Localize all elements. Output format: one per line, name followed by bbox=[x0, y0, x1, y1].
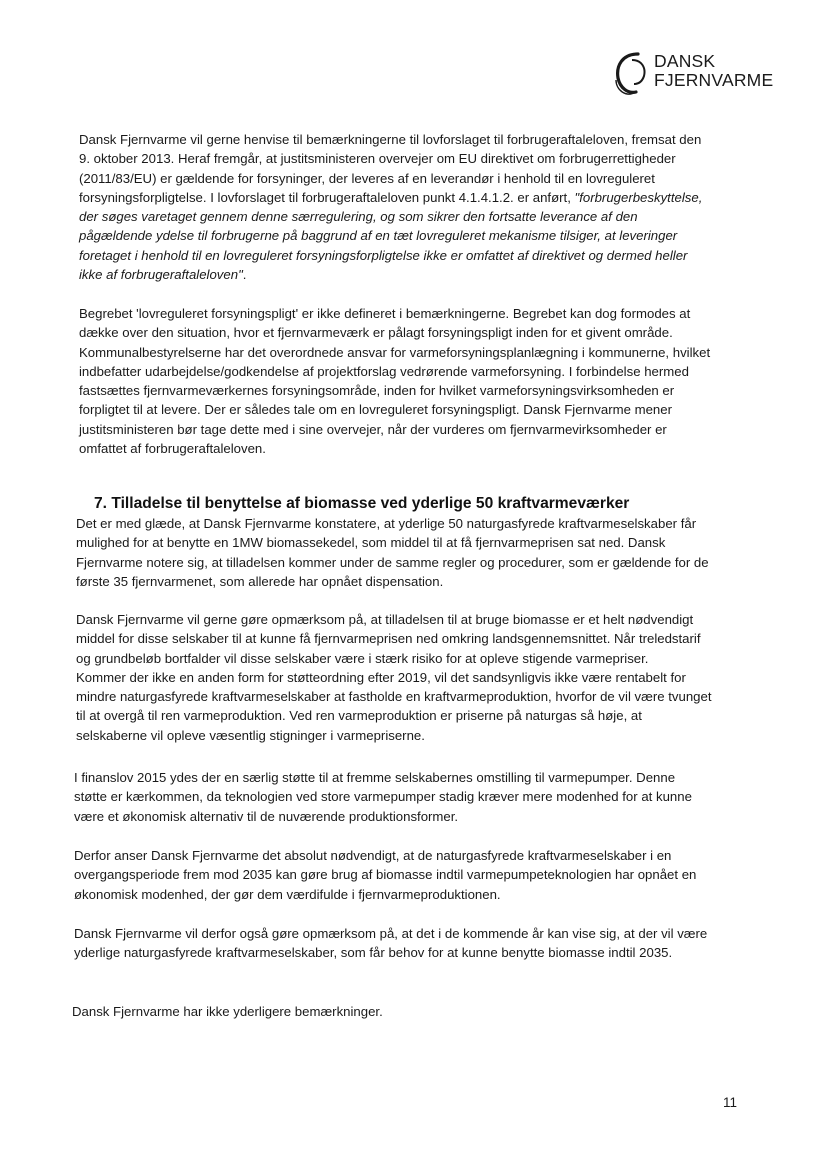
quote-line: foretaget i henhold til en lovreguleret forsyningsforpligtelse ikke er omfattet af direktivet og dermed heller bbox=[79, 247, 688, 263]
text-line: og grundbeløb bortfalder vil disse selskaber være i stærk risiko for at opleve stigende varmepriser. bbox=[76, 650, 649, 666]
quote-line: pågældende ydelse til forbrugerne på baggrund af en tæt lovreguleret mekanisme tilsiger, at leveringer bbox=[79, 228, 678, 244]
text-line: Dansk Fjernvarme vil gerne gøre opmærksom på, at tilladelsen til at bruge biomasse er et helt nødvendigt bbox=[76, 612, 694, 627]
text-line: selskaberne vil opleve væsentlig stigninger i varmepriserne. bbox=[76, 727, 425, 743]
page-number: 11 bbox=[723, 1095, 738, 1110]
paragraph-overgangsperiode bbox=[74, 846, 696, 904]
text-line: indbefatter udarbejdelse/godkendelse af projektforslag vedrørende varmeforsyning. I forbindelse hermed bbox=[79, 363, 689, 379]
paragraph-closing bbox=[72, 1002, 383, 1021]
logo-swirl-icon bbox=[612, 50, 652, 100]
section-heading: 7. Tilladelse til benyttelse af biomasse ved yderlige 50 kraftvarmeværker bbox=[94, 495, 630, 512]
text-line: yderlige naturgasfyrede kraftvarmeselskaber, som får behov for at kunne benytte biomasse indtil 2035. bbox=[74, 945, 673, 961]
text-line: 9. oktober 2013. Heraf fremgår, at justitsministeren overvejer om EU direktivet om forbrugerrettigheder bbox=[79, 151, 676, 167]
text-line: Derfor anser Dansk Fjernvarme det absolut nødvendigt, at de naturgasfyrede kraftvarmeselskaber i en bbox=[74, 848, 672, 863]
quote-line: ikke af forbrugeraftaleloven". bbox=[79, 267, 247, 283]
logo-line-fjernvarme: FJERNVARME bbox=[654, 70, 774, 90]
text-line: første 35 fjernvarmenet, som allerede har opnået dispensation. bbox=[76, 573, 444, 589]
text-line: Dansk Fjernvarme vil derfor også gøre opmærksom på, at det i de kommende år kan vise sig, at der vil være bbox=[74, 926, 708, 941]
text-line: dække over den situation, hvor et fjernvarmeværk er pålagt forsyningspligt inden for et givent område. bbox=[79, 325, 673, 341]
paragraph-kommende-aar bbox=[74, 924, 707, 963]
text-line: Kommunalbestyrelserne har det overordnede ansvar for varmeforsyningsplanlægning i kommunerne, hvilket bbox=[79, 344, 711, 360]
paragraph-finanslov bbox=[74, 768, 692, 826]
text-line: Begrebet 'lovreguleret forsyningspligt' er ikke defineret i bemærkningerne. Begrebet kan dog formodes at bbox=[79, 306, 691, 321]
text-line: til at overgå til ren varmeproduktion. Ved ren varmeproduktion er priserne på naturgas så høje, at bbox=[76, 708, 642, 724]
paragraph-forsyningspligt bbox=[79, 304, 710, 458]
text-line: middel for disse selskaber til at kunne få fjernvarmeprisen ned omkring landsgennemsnittet. Når treledstarif bbox=[76, 631, 701, 647]
text-line: økonomisk modenhed, der gør dem værdifulde i fjernvarmeproduktionen. bbox=[74, 886, 501, 902]
text-line: mulighed for at benytte en 1MW biomassekedel, som middel til at få fjernvarmeprisen sat ned. Dansk bbox=[76, 535, 666, 551]
quote-segment: "forbrugerbeskyttelse, bbox=[574, 189, 703, 205]
text-line: justitsministeren bør tage dette med i sine overvejer, når der vurderes om fjernvarmevirksomheder er bbox=[79, 421, 667, 437]
text-line: (2011/83/EU) er gældende for forsyninger, der leveres af en leverandør i henhold til en lovreguleret bbox=[79, 170, 655, 186]
text-line: omfattet af forbrugeraftaleloven. bbox=[79, 441, 266, 457]
text-line: Kommer der ikke en anden form for støtteordning efter 2019, vil det sandsynligvis ikke være rentabelt for bbox=[76, 669, 686, 685]
text-line: være et økonomisk alternativ til de nuværende produktionsformer. bbox=[74, 808, 459, 824]
text-line: forpligtet til at levere. Der er således tale om en lovreguleret forsyningspligt. Dansk Fjernvarme mener bbox=[79, 402, 672, 418]
text-line: Dansk Fjernvarme vil gerne henvise til bemærkningerne til lovforslaget til forbrugeraftaleloven, fremsat den bbox=[79, 132, 702, 147]
text-line: Fjernvarme notere sig, at tilladelsen kommer under de samme regler og procedurer, som er gældende for de bbox=[76, 554, 709, 570]
paragraph-biomasse-glaede bbox=[76, 514, 709, 591]
text-line: Dansk Fjernvarme har ikke yderligere bemærkninger. bbox=[72, 1004, 383, 1019]
text-line: Det er med glæde, at Dansk Fjernvarme konstatere, at yderlige 50 naturgasfyrede kraftvarmeselskaber får bbox=[76, 516, 697, 531]
paragraph-directive bbox=[79, 130, 702, 284]
dansk-fjernvarme-logo bbox=[612, 48, 788, 104]
paragraph-biomasse-noedvendig bbox=[76, 610, 712, 745]
text-line: fastsættes fjernvarmeværkernes forsyningsområde, inden for hvilket varmeforsyningsvirksomheden er bbox=[79, 383, 675, 399]
text-segment: forsyningsforpligtelse. I lovforslaget til forbrugeraftaleloven punkt 4.1.4.1.2. er anført, bbox=[79, 189, 575, 205]
quote-line: der søges varetaget gennem denne særregulering, og som sikrer den fortsatte leverance af den bbox=[79, 209, 638, 225]
logo-line-dansk: DANSK bbox=[654, 51, 716, 71]
text-line: overgangsperiode frem mod 2035 kan gøre brug af biomasse indtil varmepumpeteknologien har opnået en bbox=[74, 867, 697, 883]
text-line: I finanslov 2015 ydes der en særlig støtte til at fremme selskabernes omstilling til varmepumper. Denne bbox=[74, 770, 676, 785]
text-line bbox=[79, 188, 702, 207]
text-line: støtte er kærkommen, da teknologien ved store varmepumper stadig kræver mere modenhed for at kunne bbox=[74, 789, 692, 805]
text-line: mindre naturgasfyrede kraftvarmeselskaber at fastholde en kraftvarmeproduktion, hvorfor de vil være tvunget bbox=[76, 689, 712, 705]
